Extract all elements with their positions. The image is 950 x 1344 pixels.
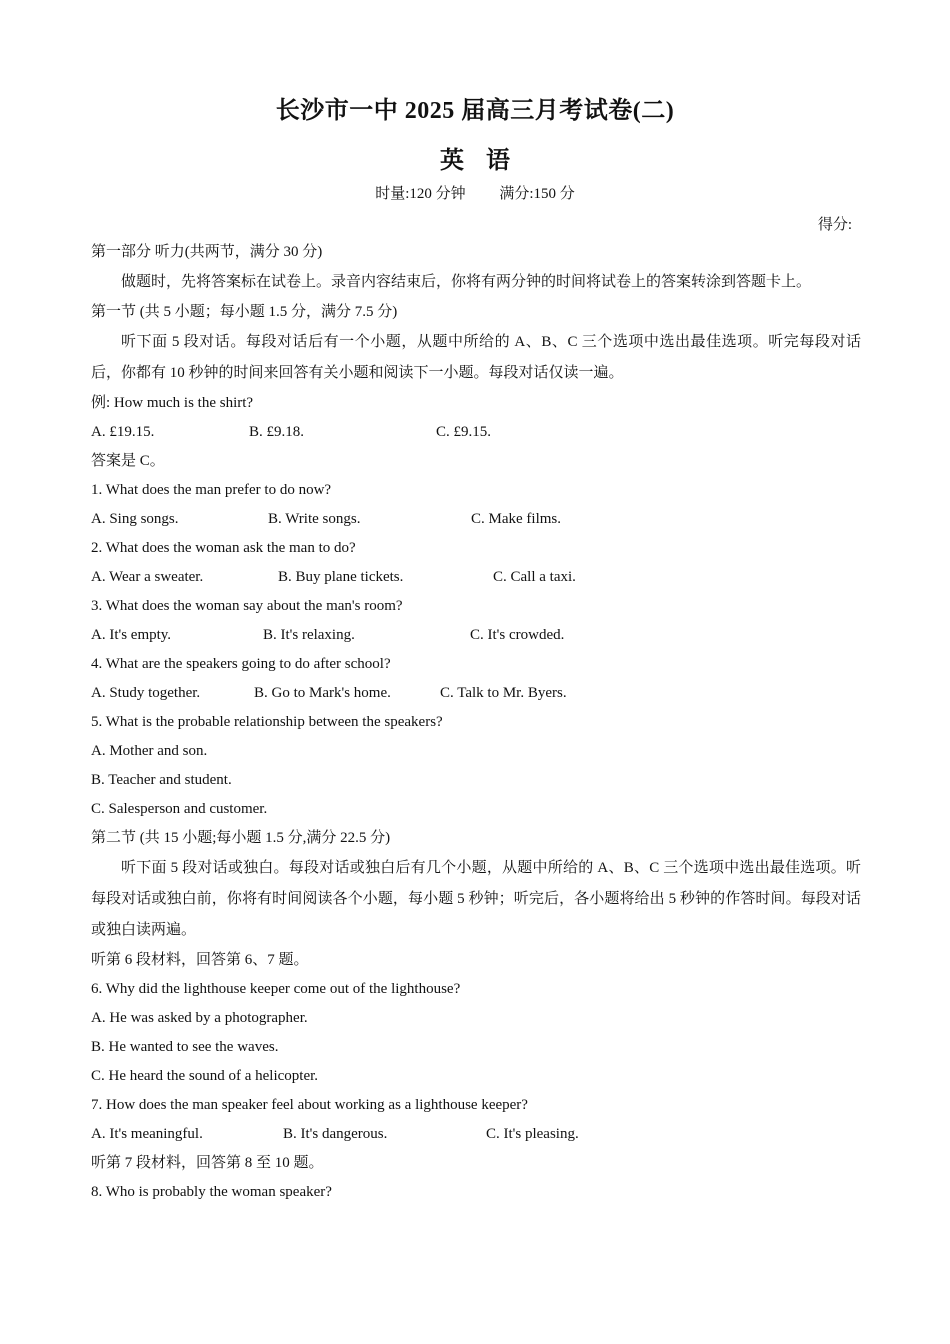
option-c: C. £9.15. [436,424,492,440]
part1-heading: 第一部分 听力(共两节，满分 30 分) [91,244,323,260]
example-options [91,418,861,447]
option-b: B. It's relaxing. [263,627,355,643]
exam-title: 长沙市一中 2025 届高三月考试卷(二) [275,98,675,124]
section1-heading: 第一节 (共 5 小题；每小题 1.5 分，满分 7.5 分) [91,304,398,320]
score-label: 得分: [817,217,852,233]
option-b: B. Buy plane tickets. [278,569,404,585]
option-a: A. Study together. [91,685,201,701]
question-6: 6. Why did the lighthouse keeper come out of the lighthouse? [91,981,461,997]
option-c: C. It's crowded. [470,627,565,643]
material-6-note: 听第 6 段材料，回答第 6、7 题。 [91,952,309,968]
option-a: A. It's empty. [91,627,172,643]
section1-instruction: 听下面 5 段对话。每段对话后有一个小题，从题中所给的 A、B、C 三个选项中选出最佳选项。听完每段对话后，你都有 10 秒钟的时间来回答有关小题和阅读下一小题。每段对话仅读一遍。 [91,334,861,381]
option-b: B. It's dangerous. [283,1126,388,1142]
option-a: A. It's meaningful. [91,1126,203,1142]
question-5: 5. What is the probable relationship between the speakers? [91,714,443,730]
option-c: C. Salesperson and customer. [91,801,268,817]
option-b: B. Teacher and student. [91,772,232,788]
question-1: 1. What does the man prefer to do now? [91,482,332,498]
question-7-options [91,1120,861,1149]
question-3-options [91,621,861,650]
option-c: C. Talk to Mr. Byers. [440,685,567,701]
question-8: 8. Who is probably the woman speaker? [91,1184,332,1200]
option-c: C. Make films. [471,511,561,527]
part1-instruction: 做题时，先将答案标在试卷上。录音内容结束后，你将有两分钟的时间将试卷上的答案转涂到答题卡上。 [121,274,812,290]
option-a: A. He was asked by a photographer. [91,1010,308,1026]
option-c: C. He heard the sound of a helicopter. [91,1068,319,1084]
option-b: B. Write songs. [268,511,361,527]
question-3: 3. What does the woman say about the man's room? [91,598,403,614]
question-2: 2. What does the woman ask the man to do? [91,540,356,556]
option-a: A. Wear a sweater. [91,569,204,585]
question-4-options [91,679,861,708]
option-b: B. £9.18. [249,424,305,440]
section2-heading: 第二节 (共 15 小题;每小题 1.5 分,满分 22.5 分) [91,830,391,846]
question-1-options [91,505,861,534]
option-c: C. It's pleasing. [486,1126,579,1142]
option-b: B. He wanted to see the waves. [91,1039,279,1055]
question-4: 4. What are the speakers going to do after school? [91,656,391,672]
option-a: A. Mother and son. [91,743,208,759]
example-question: 例: How much is the shirt? [91,395,254,411]
question-2-options [91,563,861,592]
exam-body [91,238,861,1207]
question-7: 7. How does the man speaker feel about working as a lighthouse keeper? [91,1097,528,1113]
option-c: C. Call a taxi. [493,569,576,585]
option-a: A. £19.15. [91,424,155,440]
option-a: A. Sing songs. [91,511,179,527]
exam-info [0,182,950,203]
exam-time: 时量:120 分钟 [375,186,466,202]
material-7-note: 听第 7 段材料，回答第 8 至 10 题。 [91,1155,324,1171]
exam-full-score: 满分:150 分 [499,186,575,202]
example-answer: 答案是 C。 [91,453,165,469]
section2-instruction: 听下面 5 段对话或独白。每段对话或独白后有几个小题，从题中所给的 A、B、C 三个选项中选出最佳选项。听每段对话或独白前，你将有时间阅读各个小题，每小题 5 秒钟；听完后，各小题将给出 5 秒钟的作答时间。每段对话或独白读两遍。 [91,860,861,938]
option-b: B. Go to Mark's home. [254,685,391,701]
subject-title: 英语 [440,148,532,174]
